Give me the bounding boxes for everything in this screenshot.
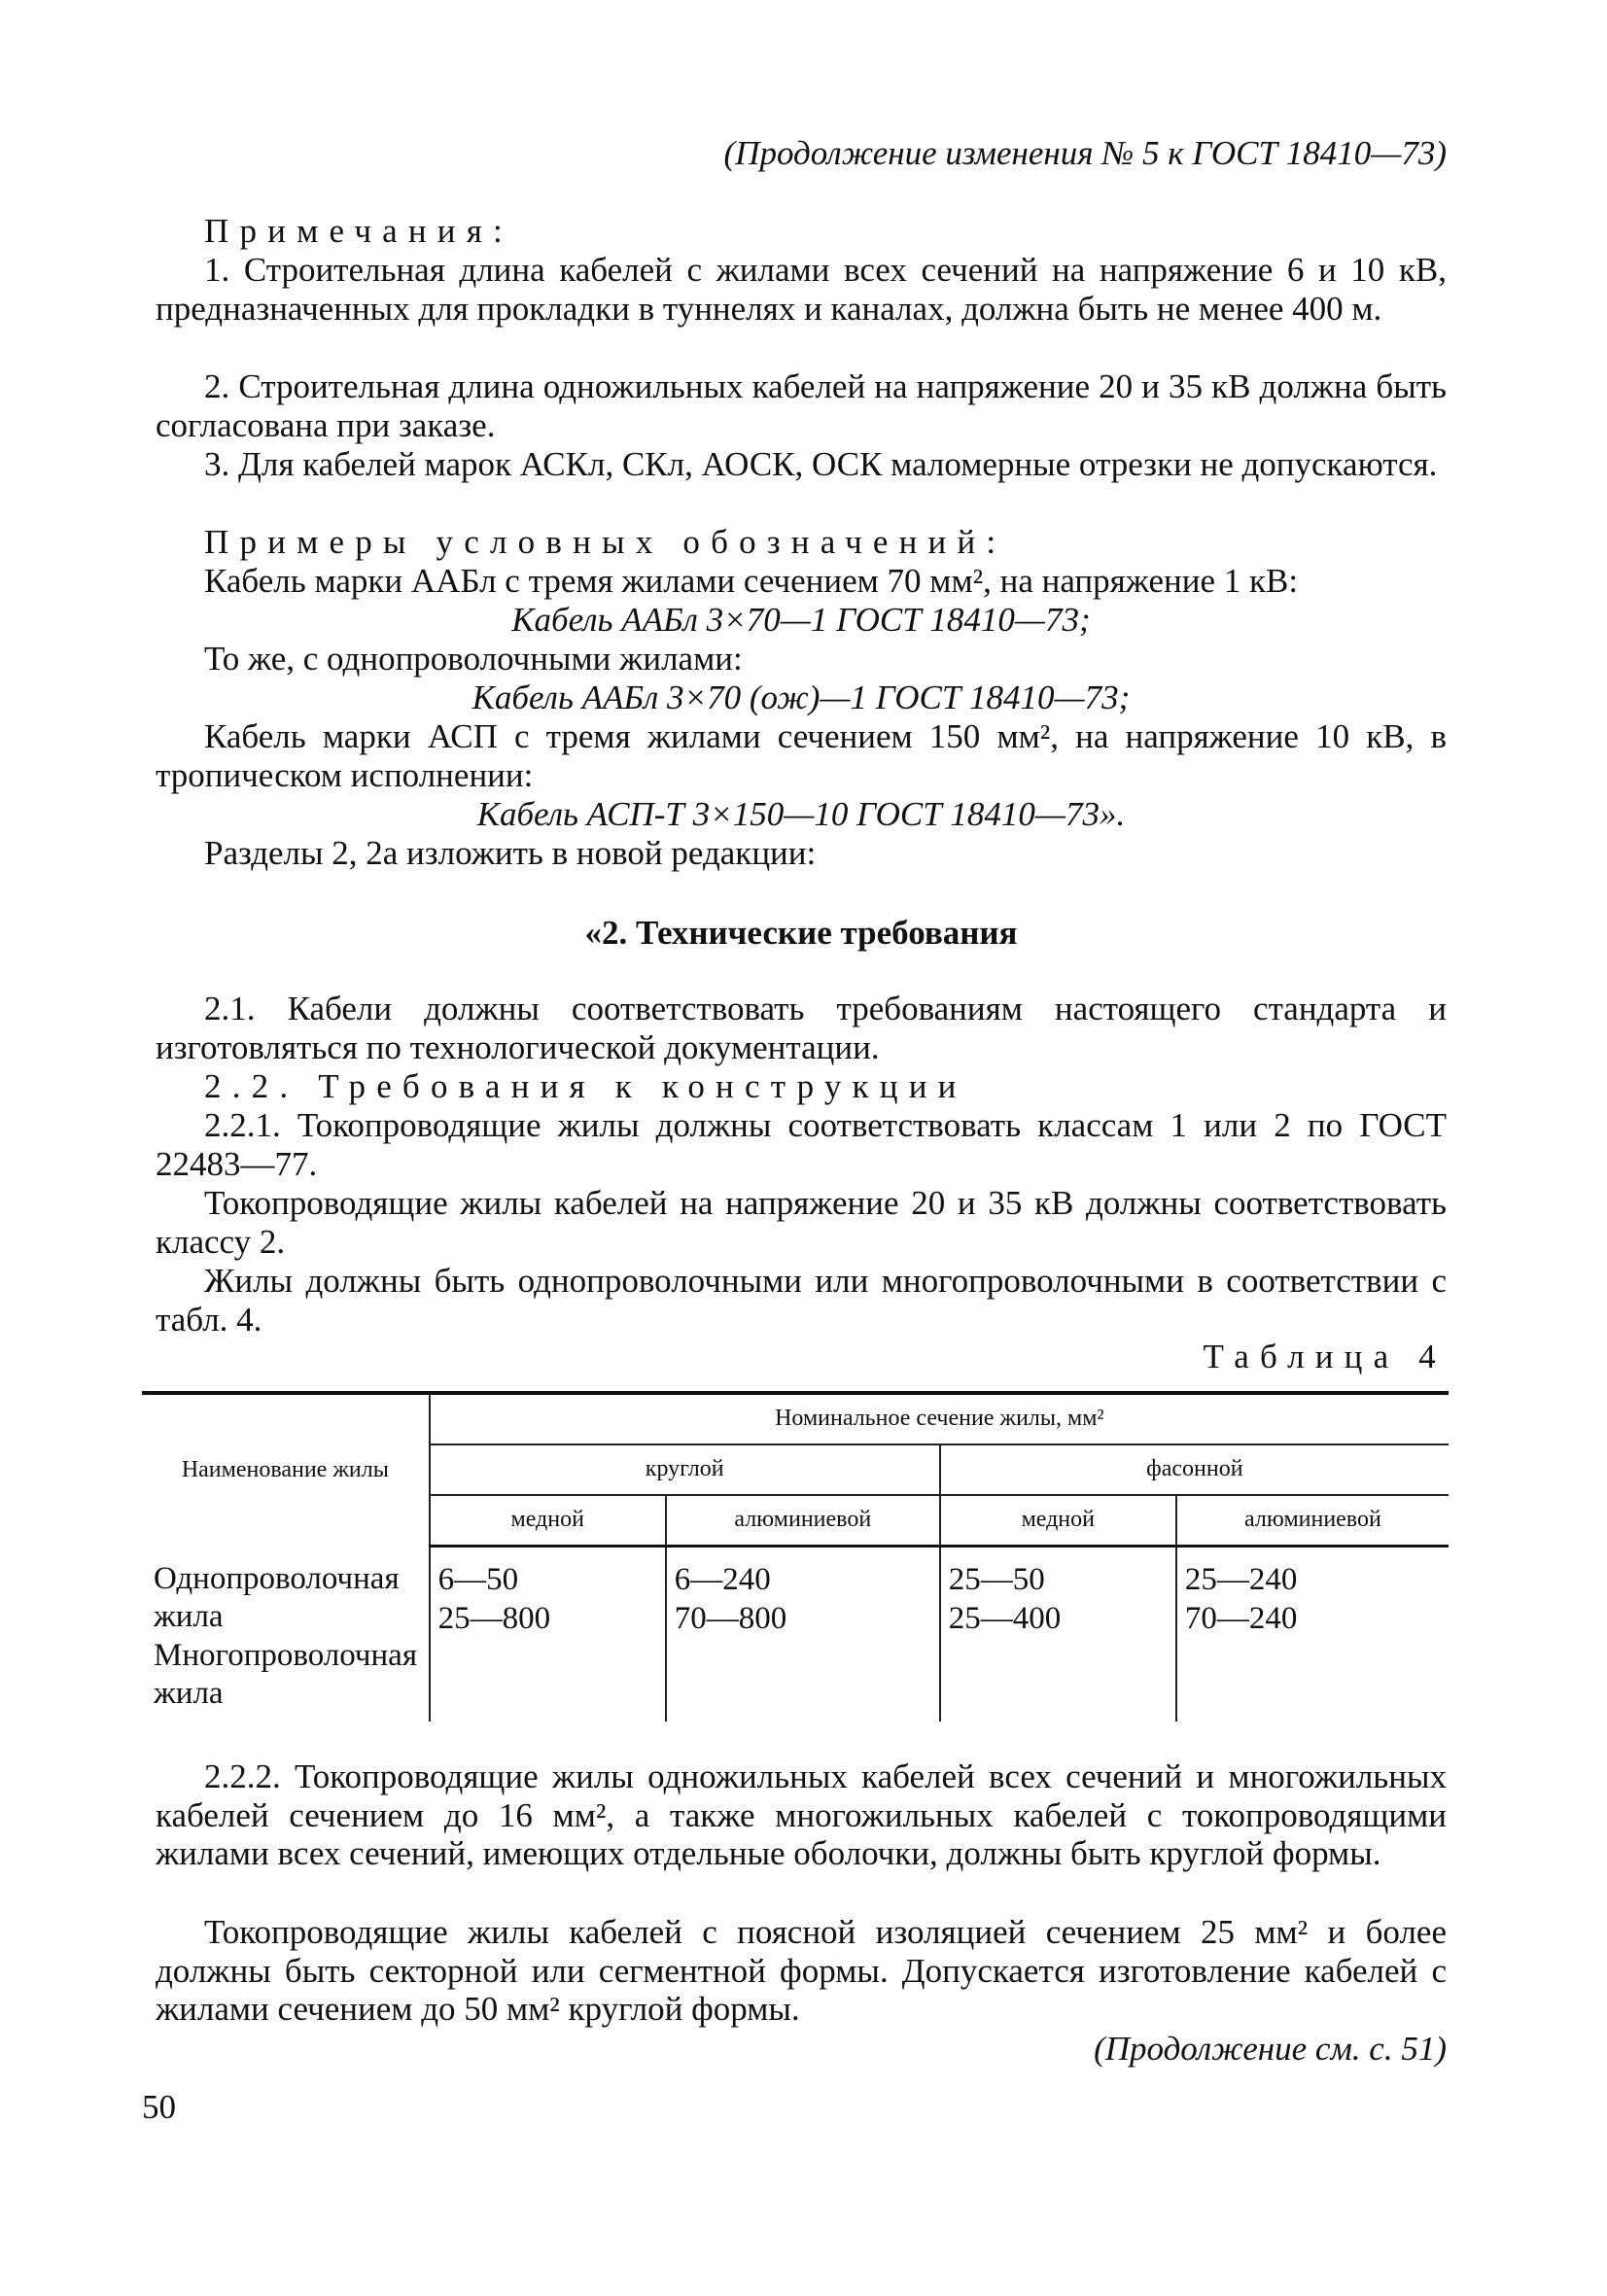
col-header-section: Номинальное сечение жилы, мм²: [430, 1393, 1449, 1444]
col-header-round-aluminium: алюминиевой: [666, 1495, 940, 1547]
cell-round-copper: [430, 1547, 666, 1722]
notes-title: Примечания:: [204, 212, 513, 250]
row-1-name: Однопроволочная жила: [154, 1560, 400, 1635]
example-1-code: Кабель ААБл 3×70—1 ГОСТ 18410—73;: [511, 601, 1091, 639]
cell-shaped-aluminium: [1176, 1547, 1449, 1722]
clause-2-1: 2.1. Кабели должны соответствовать требованиям настоящего стандарта и изготовляться по технологической документации.: [156, 990, 1447, 1066]
col-header-shaped-copper: медной: [940, 1495, 1176, 1547]
row-1-shaped-aluminium: 25—240: [1184, 1562, 1298, 1597]
col-header-shaped: фасонной: [940, 1444, 1449, 1495]
clause-2-2: 2.2. Требования к конструкции: [204, 1067, 967, 1105]
example-2-code: Кабель ААБл 3×70 (ож)—1 ГОСТ 18410—73;: [472, 678, 1131, 716]
page-number: 50: [142, 2088, 176, 2126]
note-1: 1. Строительная длина кабелей с жилами всех сечений на напряжение 6 и 10 кВ, предназначенных для прокладки в туннелях и каналах, должна быть не менее 400 м.: [156, 251, 1447, 328]
col-header-name: Наименование жилы: [142, 1393, 430, 1547]
paragraph-sector: Токопроводящие жилы кабелей с поясной изоляцией сечением 25 мм² и более должны быть секторной или сегментной формы. Допускается изготовление кабелей с жилами сечением до 50 мм² круглой формы.: [156, 1913, 1447, 2029]
row-2-round-aluminium: 70—800: [674, 1600, 787, 1636]
col-header-shaped-aluminium: алюминиевой: [1176, 1495, 1449, 1547]
cell-shaped-copper: [940, 1547, 1176, 1722]
example-3-text: Кабель марки АСП с тремя жилами сечением 150 мм², на напряжение 10 кВ, в тропическом исполнении:: [156, 717, 1447, 794]
example-1-text: Кабель марки ААБл с тремя жилами сечением 70 мм², на напряжение 1 кВ:: [204, 562, 1299, 600]
examples-title: Примеры условных обозначений:: [204, 523, 1007, 561]
row-2-shaped-copper: 25—400: [948, 1600, 1062, 1636]
row-2-round-copper: 25—800: [437, 1600, 551, 1636]
example-3-code: Кабель АСП-Т 3×150—10 ГОСТ 18410—73».: [476, 795, 1126, 833]
note-3: 3. Для кабелей марок АСКл, СКл, АОСК, ОСК маломерные отрезки не допускаются.: [204, 445, 1438, 483]
cell-round-aluminium: [666, 1547, 940, 1722]
table-row: [142, 1547, 1449, 1722]
table-4-label: Таблица 4: [1203, 1338, 1447, 1375]
cell-conductor-name: [142, 1547, 430, 1722]
clause-2-2-1: 2.2.1. Токопроводящие жилы должны соответствовать классам 1 или 2 по ГОСТ 22483—77.: [156, 1106, 1447, 1183]
clause-2-2-2: 2.2.2. Токопроводящие жилы одножильных кабелей всех сечений и многожильных кабелей сечением до 16 мм², а также многожильных кабелей с токопроводящими жилами всех сечений, имеющих отдельные оболочки, должны быть круглой формы.: [156, 1757, 1447, 1873]
row-2-name: Многопроволочная жила: [154, 1637, 417, 1712]
paragraph-table-ref: Жилы должны быть однопроволочными или многопроволочными в соответствии с табл. 4.: [156, 1262, 1447, 1339]
col-header-round-copper: медной: [430, 1495, 666, 1547]
continued-note: (Продолжение см. с. 51): [1094, 2030, 1447, 2068]
row-1-round-aluminium: 6—240: [674, 1562, 771, 1597]
page-header: (Продолжение изменения № 5 к ГОСТ 18410—73): [723, 134, 1447, 172]
sections-note: Разделы 2, 2а изложить в новой редакции:: [204, 834, 817, 872]
table-4: [142, 1391, 1449, 1722]
row-2-shaped-aluminium: 70—240: [1184, 1600, 1298, 1636]
example-2-text: То же, с однопроволочными жилами:: [204, 640, 743, 678]
note-2: 2. Строительная длина одножильных кабелей на напряжение 20 и 35 кВ должна быть согласована при заказе.: [156, 367, 1447, 444]
row-1-round-copper: 6—50: [437, 1562, 519, 1597]
section-2-heading: «2. Технические требования: [584, 914, 1018, 952]
col-header-round: круглой: [430, 1444, 940, 1495]
paragraph-class-2: Токопроводящие жилы кабелей на напряжение 20 и 35 кВ должны соответствовать классу 2.: [156, 1184, 1447, 1261]
row-1-shaped-copper: 25—50: [948, 1562, 1045, 1597]
